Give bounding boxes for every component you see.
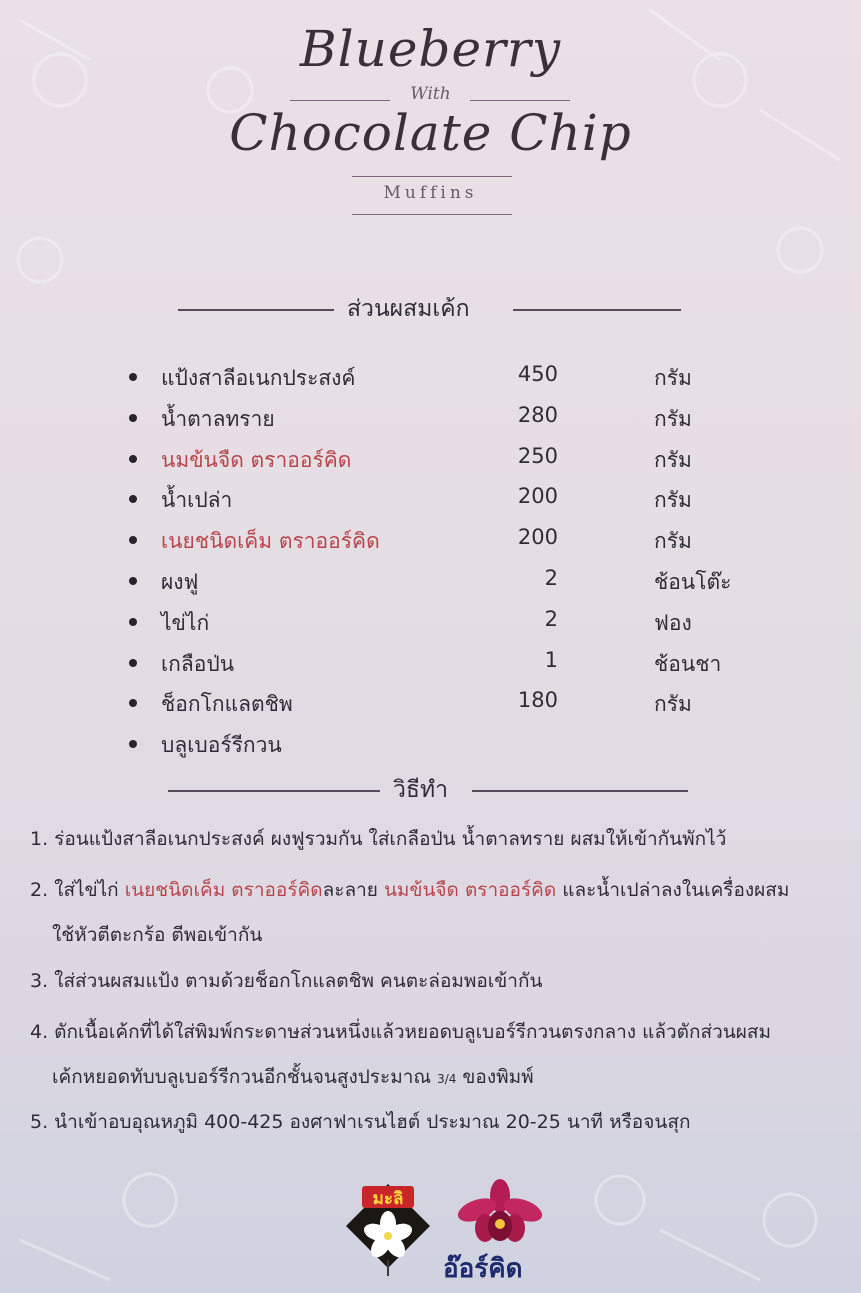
orchid-logo-text: อ๊อร์คิด	[443, 1254, 523, 1284]
step2-text-e: และน้ำเปล่าลงในเครื่องผสม	[556, 879, 790, 901]
mali-brand-logo	[344, 1180, 432, 1276]
muffins-bottom-rule	[352, 214, 512, 215]
ingredient-row	[0, 688, 861, 728]
method-step-4: 4. ตักเนื้อเค้กที่ได้ใส่พิมพ์กระดาษส่วนหนึ่งแล้วหยอดบลูเบอร์รีกวนตรงกลาง แล้วตักส่วนผสม	[30, 1021, 772, 1043]
ingredient-row	[0, 729, 861, 769]
method-step-5: 5. นำเข้าอบอุณหภูมิ 400-425 องศาฟาเรนไฮต์ ประมาณ 20-25 นาที หรือจนสุก	[30, 1111, 691, 1133]
method-step-3: 3. ใส่ส่วนผสมแป้ง ตามด้วยช็อกโกแลตชิพ คนตะล่อมพอเข้ากัน	[30, 970, 543, 992]
ingredient-name: น้ำตาลทราย	[161, 406, 275, 431]
ingredient-name: เกลือป่น	[161, 651, 235, 676]
method-divider-right	[472, 790, 688, 792]
ingredient-quantity: 280	[517, 402, 558, 427]
ingredient-name: ผงฟู	[161, 570, 199, 594]
ingredient-unit: ช้อนโต๊ะ	[654, 570, 732, 594]
ingredient-name: ช็อกโกแลตชิพ	[161, 692, 293, 717]
method-step-4-line2	[52, 1062, 534, 1092]
ingredient-quantity: 2	[544, 606, 558, 631]
ingredient-quantity: 180	[517, 688, 558, 713]
muffins-top-rule	[352, 176, 512, 177]
step4-fraction: 3/4	[437, 1072, 457, 1086]
ingredients-divider-right	[513, 309, 681, 311]
bullet-icon	[129, 455, 137, 463]
ingredient-name: น้ำเปล่า	[161, 488, 233, 513]
ingredient-name: แป้งสาลีอเนกประสงค์	[161, 366, 356, 390]
ingredient-name: นมข้นจืด ตราออร์คิด	[161, 447, 352, 472]
ingredient-unit: ฟอง	[654, 610, 692, 635]
ingredient-unit: กรัม	[654, 529, 692, 554]
step2-highlight-butter: เนยชนิดเค็ม ตราออร์คิด	[124, 879, 323, 901]
bullet-icon	[129, 495, 137, 503]
method-step-1: 1. ร่อนแป้งสาลีอเนกประสงค์ ผงฟูรวมกัน ใส่เกลือป่น น้ำตาลทราย ผสมให้เข้ากันพักไว้	[30, 828, 727, 850]
ingredient-name: ไข่ไก่	[161, 610, 210, 635]
ingredient-name: บลูเบอร์รีกวน	[161, 733, 282, 758]
method-divider-left	[168, 790, 380, 792]
title-blueberry: Blueberry	[299, 20, 562, 78]
bullet-icon	[129, 414, 137, 422]
ingredient-row	[0, 403, 861, 443]
ingredient-quantity: 200	[517, 525, 558, 550]
ingredient-unit: กรัม	[654, 366, 692, 390]
title-with: With	[410, 84, 451, 104]
step2-highlight-milk: นมข้นจืด ตราออร์คิด	[383, 879, 557, 901]
ingredient-quantity: 250	[517, 443, 558, 468]
mali-logo-text: มะลิ	[372, 1189, 404, 1209]
ingredient-unit: กรัม	[654, 488, 692, 513]
bullet-icon	[129, 699, 137, 707]
bullet-icon	[129, 536, 137, 544]
bullet-icon	[129, 618, 137, 626]
ingredient-quantity: 450	[517, 362, 558, 386]
ingredients-heading: ส่วนผสมเค้ก	[347, 296, 470, 322]
title-chocolate-chip: Chocolate Chip	[229, 104, 632, 162]
step2-text-c: ละลาย	[322, 879, 384, 901]
ingredient-unit: กรัม	[654, 406, 692, 431]
bullet-icon	[129, 577, 137, 585]
step4-text-b: ของพิมพ์	[456, 1066, 534, 1088]
ingredient-row	[0, 566, 861, 606]
ingredient-row	[0, 525, 861, 565]
step4-text-a: เค้กหยอดทับบลูเบอร์รีกวนอีกชั้นจนสูงประมาณ	[52, 1066, 438, 1088]
ingredient-row	[0, 607, 861, 647]
title-muffins: Muffins	[383, 183, 478, 203]
ingredient-quantity: 2	[544, 566, 558, 590]
method-heading: วิธีทำ	[393, 777, 449, 803]
ingredient-row	[0, 648, 861, 688]
ingredient-quantity: 200	[517, 484, 558, 509]
ingredient-name: เนยชนิดเค็ม ตราออร์คิด	[161, 529, 380, 554]
ingredient-row	[0, 484, 861, 524]
ingredient-unit: กรัม	[654, 447, 692, 472]
ingredient-unit: ช้อนชา	[654, 651, 722, 676]
ingredient-quantity: 1	[544, 647, 558, 672]
bullet-icon	[129, 659, 137, 667]
bullet-icon	[129, 373, 137, 381]
ingredient-unit: กรัม	[654, 692, 692, 717]
method-step-2-line2: ใช้หัวตีตะกร้อ ตีพอเข้ากัน	[52, 924, 263, 946]
ingredient-row	[0, 444, 861, 484]
step2-text-a: 2. ใส่ไข่ไก่	[30, 879, 125, 901]
bullet-icon	[129, 740, 137, 748]
ingredient-row	[0, 362, 861, 402]
ingredients-divider-left	[178, 309, 334, 311]
method-step-2	[30, 875, 789, 905]
title-divider-right	[470, 100, 570, 101]
